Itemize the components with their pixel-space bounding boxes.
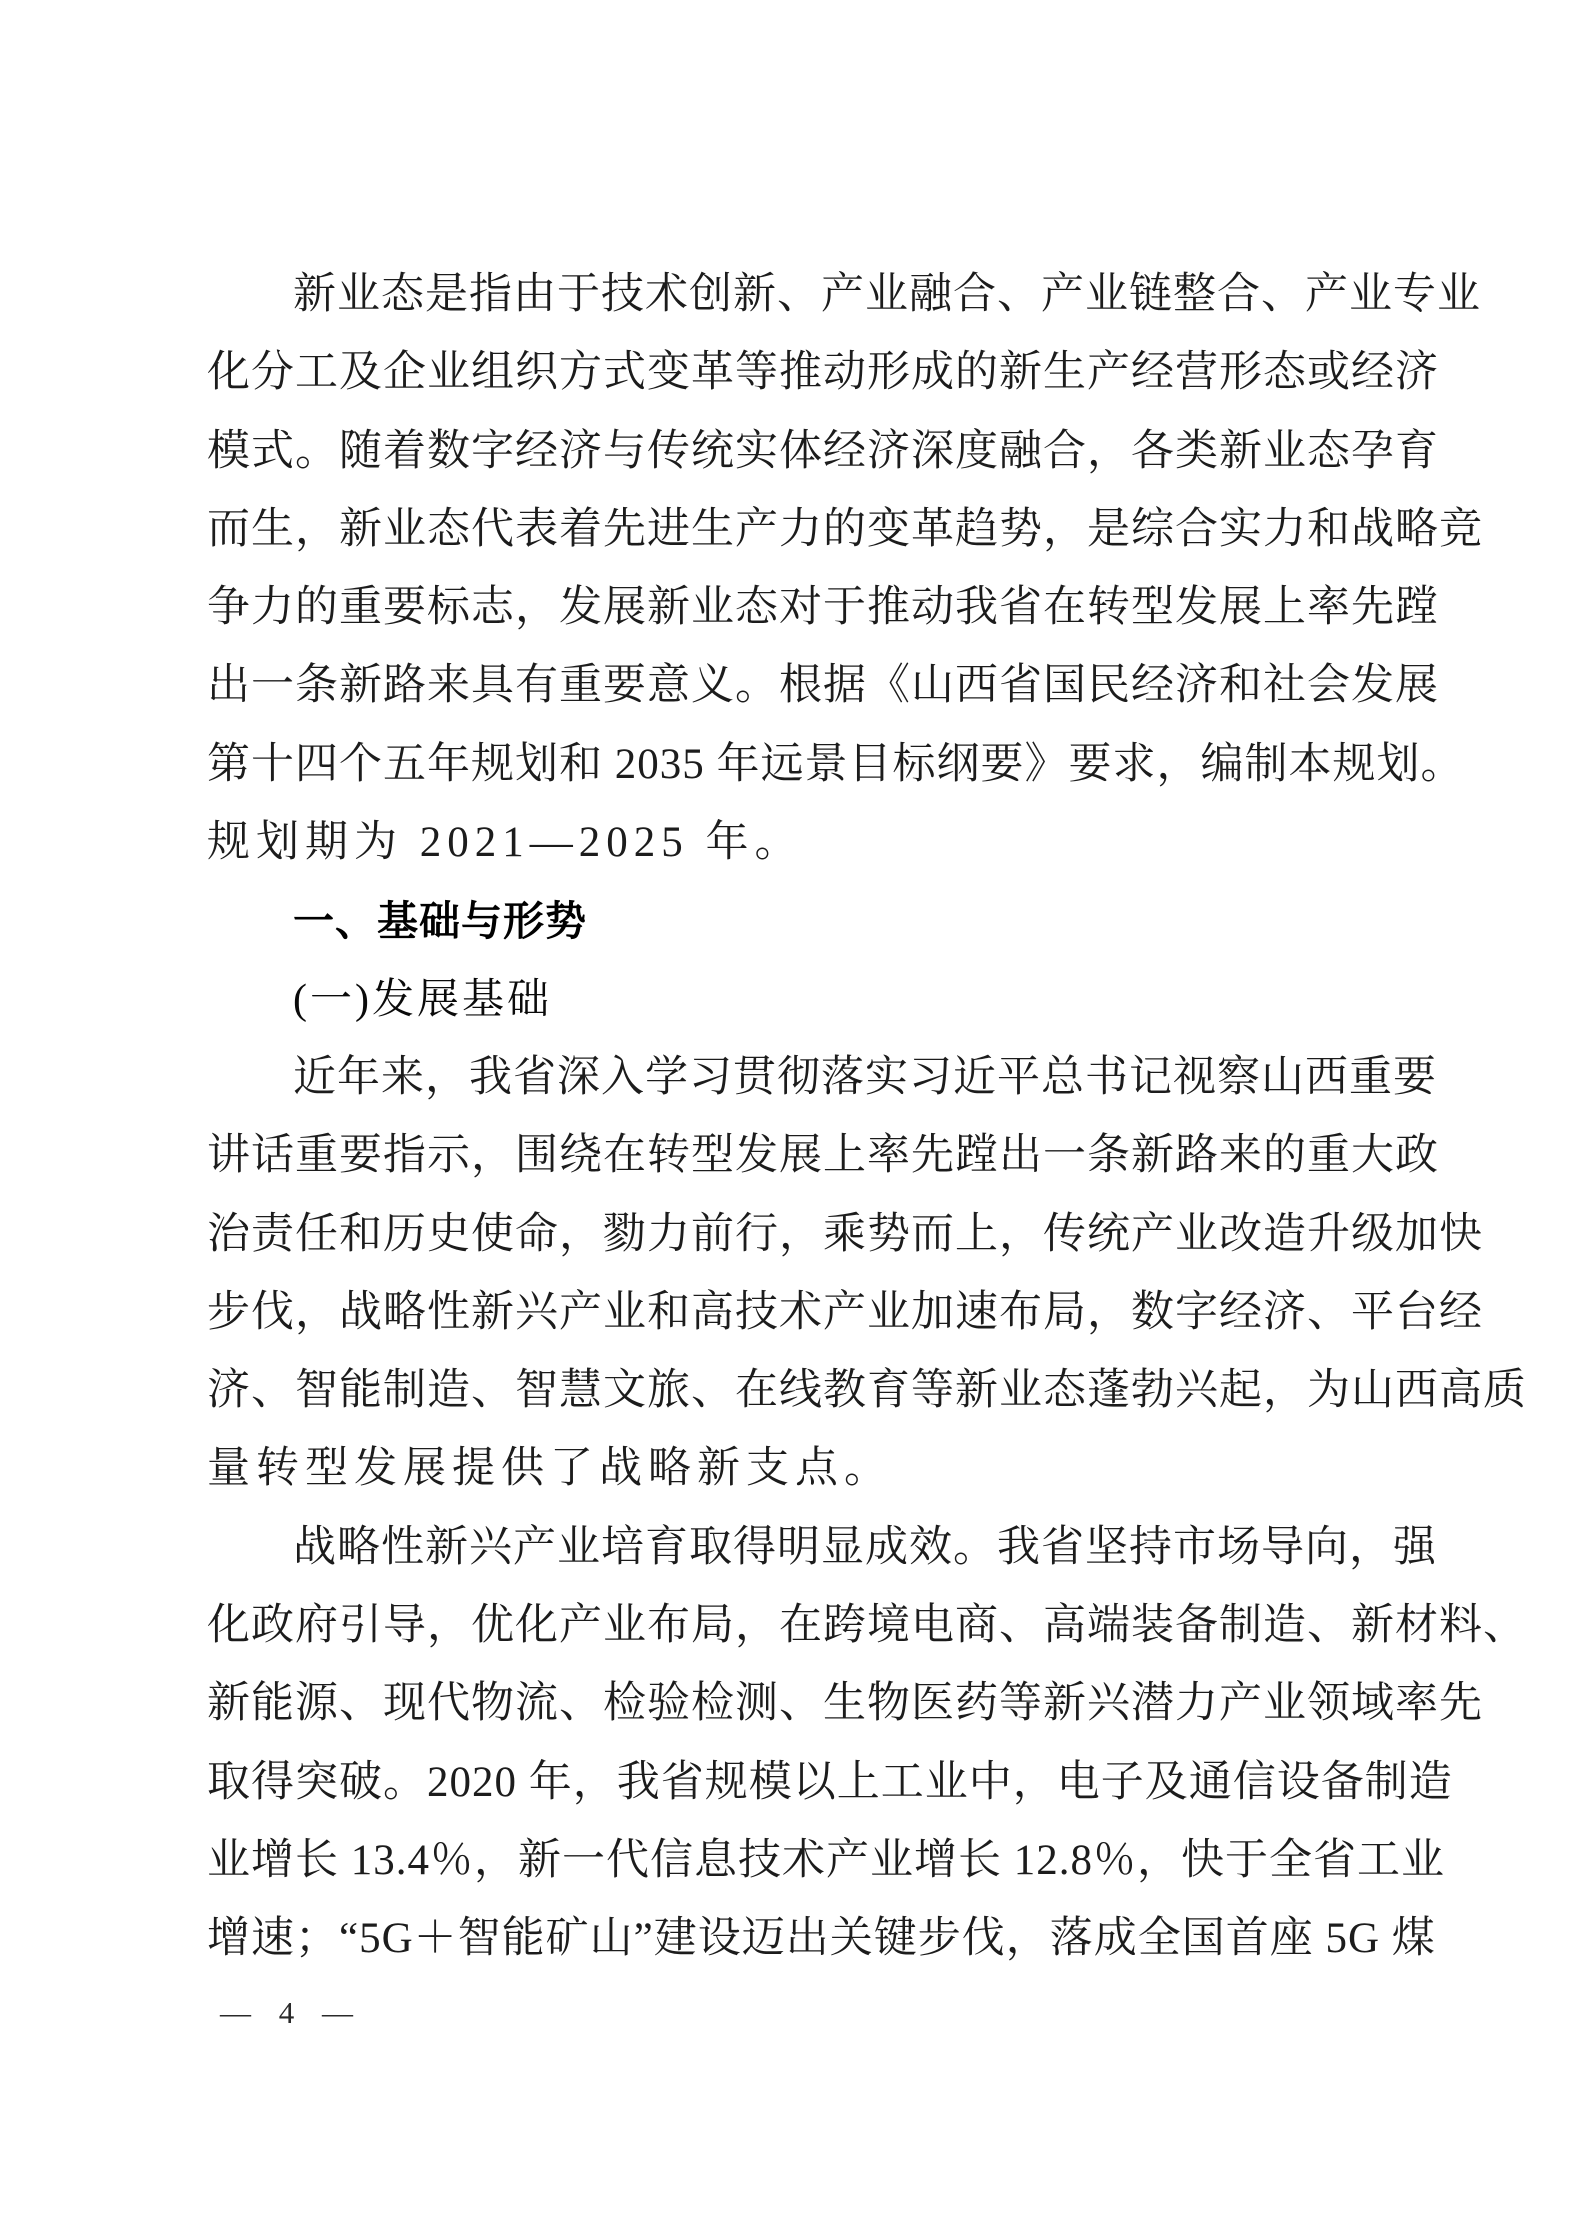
paragraph-line: 战略性新兴产业培育取得明显成效。我省坚持市场导向，强: [293, 1523, 1437, 1571]
paragraph-line: 近年来，我省深入学习贯彻落实习近平总书记视察山西重要: [293, 1053, 1437, 1101]
section-heading: 一、基础与形势: [293, 898, 587, 945]
paragraph-line: 而生，新业态代表着先进生产力的变革趋势，是综合实力和战略竞: [207, 505, 1483, 553]
paragraph-line: 出一条新路来具有重要意义。根据《山西省国民经济和社会发展: [207, 662, 1439, 710]
paragraph-line: 讲话重要指示，围绕在转型发展上率先蹚出一条新路来的重大政: [207, 1132, 1439, 1180]
paragraph-line: 增速；“5G＋智能矿山”建设迈出关键步伐，落成全国首座 5G 煤: [207, 1915, 1436, 1963]
paragraph-1: [207, 256, 1483, 882]
paragraph-line: 业增长 13.4％，新一代信息技术产业增长 12.8％，快于全省工业: [207, 1836, 1445, 1884]
paragraph-3: [207, 1509, 1527, 1979]
paragraph-line: 模式。随着数字经济与传统实体经济深度融合，各类新业态孕育: [207, 427, 1439, 475]
paragraph-line: 争力的重要标志，发展新业态对于推动我省在转型发展上率先蹚: [207, 584, 1439, 632]
paragraph-line: 量转型发展提供了战略新支点。: [207, 1445, 893, 1493]
page-number: — 4 —: [220, 1994, 355, 2030]
paragraph-line: 规划期为 2021—2025 年。: [207, 819, 804, 867]
paragraph-line: 新业态是指由于技术创新、产业融合、产业链整合、产业专业: [293, 271, 1481, 318]
paragraph-2: [207, 1039, 1527, 1509]
paragraph-line: 取得突破。2020 年，我省规模以上工业中，电子及通信设备制造: [207, 1758, 1453, 1806]
paragraph-line: 步伐，战略性新兴产业和高技术产业加速布局，数字经济、平台经: [207, 1288, 1483, 1336]
paragraph-line: 第十四个五年规划和 2035 年远景目标纲要》要求，编制本规划。: [207, 740, 1465, 788]
subsection-heading: (一)发展基础: [293, 976, 552, 1023]
paragraph-line: 治责任和历史使命，勠力前行，乘势而上，传统产业改造升级加快: [207, 1210, 1483, 1258]
paragraph-line: 化分工及企业组织方式变革等推动形成的新生产经营形态或经济: [207, 349, 1439, 397]
paragraph-line: 新能源、现代物流、检验检测、生物医药等新兴潜力产业领域率先: [207, 1680, 1483, 1728]
paragraph-line: 济、智能制造、智慧文旅、在线教育等新业态蓬勃兴起，为山西高质: [207, 1367, 1527, 1415]
paragraph-line: 化政府引导，优化产业布局，在跨境电商、高端装备制造、新材料、: [207, 1602, 1527, 1650]
